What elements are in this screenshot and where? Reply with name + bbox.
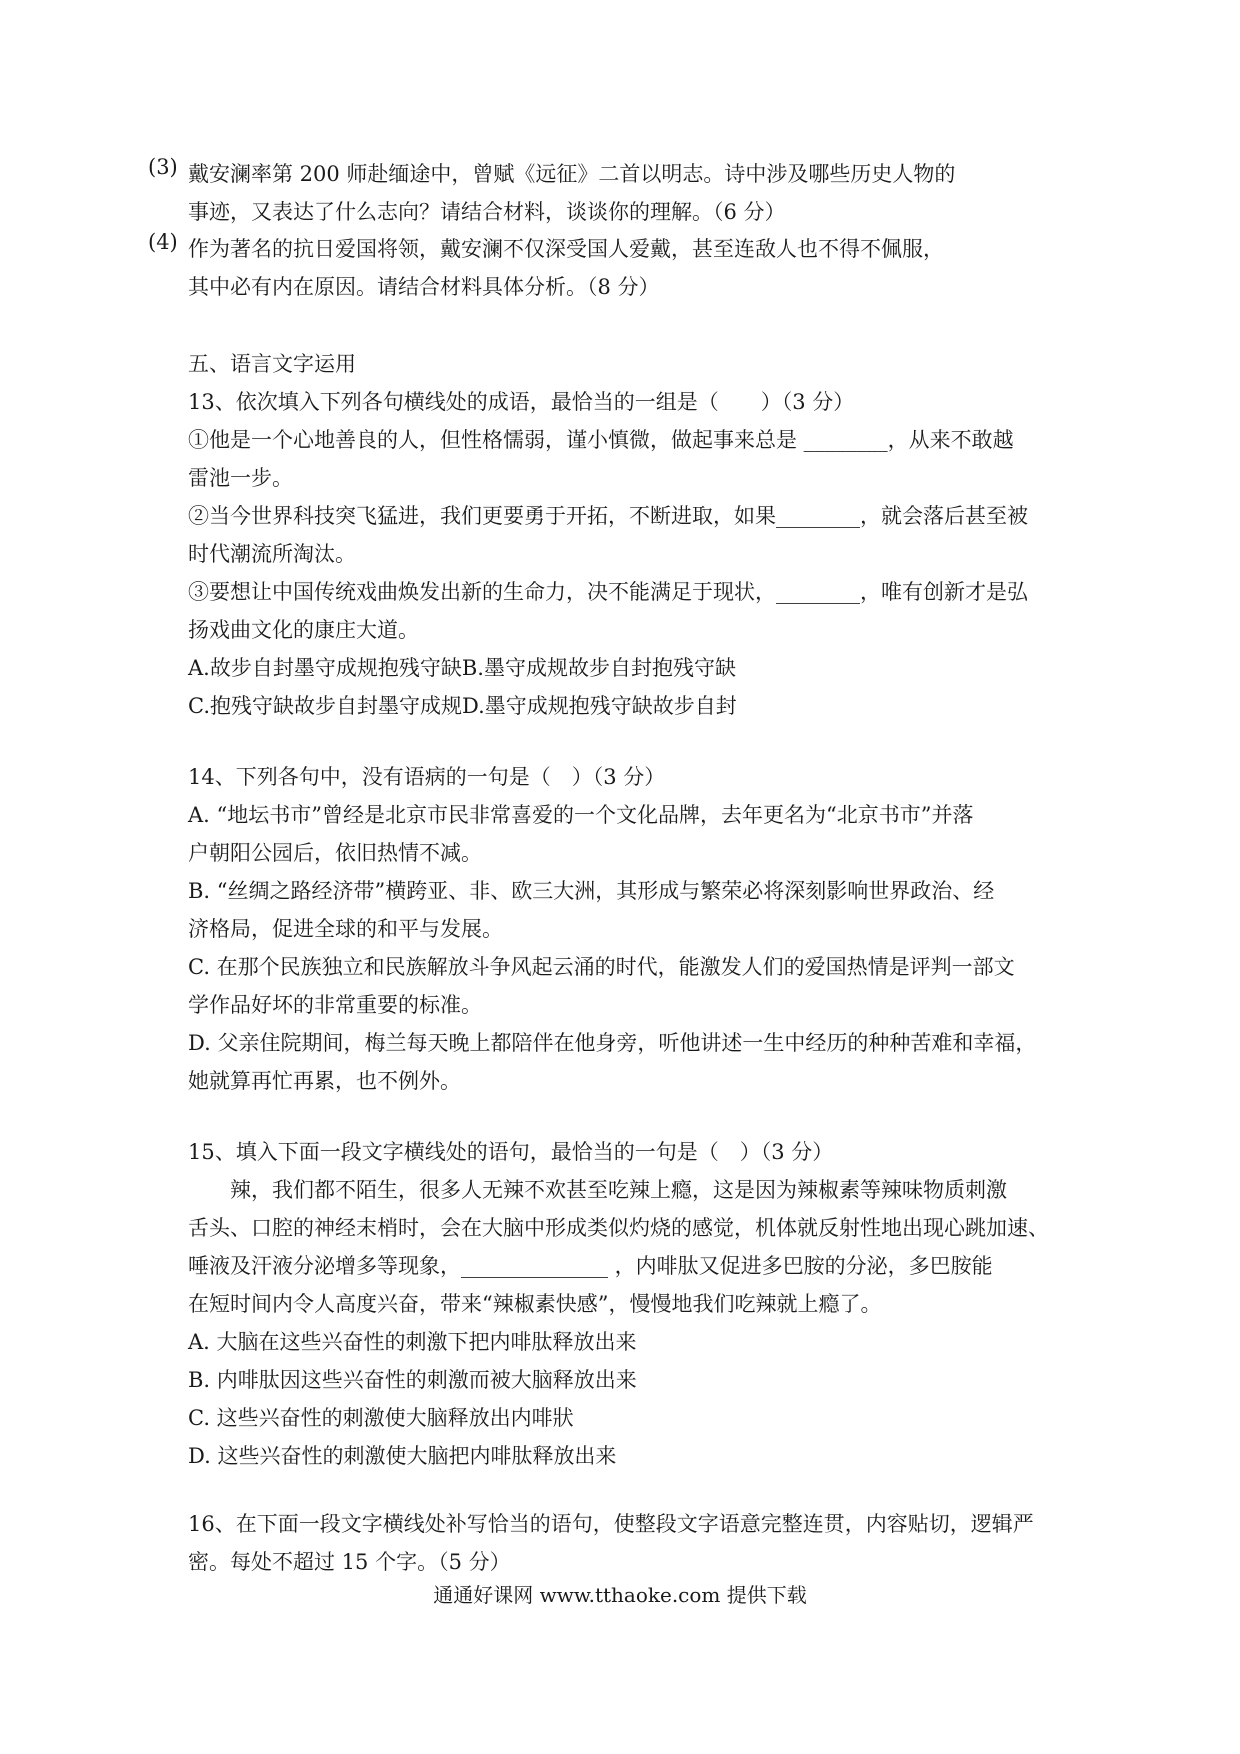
q13-options-row-1 (188, 649, 1068, 687)
q15-passage-line-2: 舌头、口腔的神经末梢时，会在大脑中形成类似灼烧的感觉，机体就反射性地出现心跳加速、 (188, 1216, 1049, 1240)
q14-option-d-line-1: D. 父亲住院期间，梅兰每天晚上都陪伴在他身旁，听他讲述一生中经历的种种苦难和幸福， (188, 1031, 1037, 1055)
q13-option-d-word-1: 墨守成规 (484, 694, 569, 718)
q13-option-c-word-3: 墨守成规 (378, 694, 462, 718)
q13-sentence-3a: ③要想让中国传统戏曲焕发出新的生命力，决不能满足于现状，________，唯有创新才是弘 (188, 580, 1028, 604)
q13-option-a-word-2: 墨守成规 (293, 656, 378, 680)
q15-passage-line-3: 唾液及汗液分泌增多等现象，______________ ，内啡肽又促进多巴胺的分泌，多巴胺能 (188, 1254, 993, 1278)
q16-line-2: 密。每处不超过 15 个字。（5 分） (188, 1550, 511, 1574)
q14-option-c-line-2: 学作品好坏的非常重要的标准。 (188, 993, 482, 1017)
q13-option-d-label: D. (462, 694, 485, 718)
q15-option-b: B. 内啡肽因这些兴奋性的刺激而被大脑释放出来 (188, 1368, 637, 1392)
q14-option-b-line-2: 济格局，促进全球的和平与发展。 (188, 917, 503, 941)
q15-passage-line-1: 辣，我们都不陌生，很多人无辣不欢甚至吃辣上瘾，这是因为辣椒素等辣味物质刺激 (188, 1178, 1007, 1202)
q16-line-1: 16、在下面一段文字横线处补写恰当的语句，使整段文字语意完整连贯，内容贴切，逻辑严 (188, 1512, 1034, 1536)
q13-option-c-word-1: 抱残守缺 (210, 694, 294, 718)
q13-option-c-label: C. (188, 694, 210, 718)
q13-sentence-1b: 雷池一步。 (188, 466, 293, 490)
q15-option-d: D. 这些兴奋性的刺激使大脑把内啡肽释放出来 (188, 1444, 617, 1468)
question-number-3 (148, 155, 178, 179)
question-3 (188, 155, 1068, 231)
q13-sentence-2a: ②当今世界科技突飞猛进，我们更要勇于开拓，不断进取，如果________，就会落后甚至被 (188, 504, 1028, 528)
q13-option-d-word-3: 故步自封 (652, 694, 737, 718)
q4-num-text: (4) (148, 230, 178, 254)
page-footer: 通通好课网 www.tthaoke.com 提供下载 (433, 1583, 807, 1607)
section-5-heading (188, 345, 1068, 383)
q13-sentence-2b: 时代潮流所淘汰。 (188, 542, 356, 566)
q13-option-b-word-2: 故步自封 (567, 656, 652, 680)
q14-option-b-line-1: B. “丝绸之路经济带”横跨亚、非、欧三大洲，其形成与繁荣必将深刻影响世界政治、经 (188, 879, 995, 903)
q15-option-a: A. 大脑在这些兴奋性的刺激下把内啡肽释放出来 (188, 1330, 637, 1354)
question-15 (188, 1133, 1068, 1475)
q13-option-a-word-1: 故步自封 (209, 656, 294, 680)
q3-line-1: 戴安澜率第 200 师赴缅途中，曾赋《远征》二首以明志。诗中涉及哪些历史人物的 (188, 162, 956, 186)
question-13 (188, 383, 1068, 725)
q13-option-a-word-3: 抱残守缺 (377, 656, 462, 680)
q13-option-d-word-2: 抱残守缺 (568, 694, 653, 718)
q14-option-c-line-1: C. 在那个民族独立和民族解放斗争风起云涌的时代，能激发人们的爱国热情是评判一部文 (188, 955, 1015, 979)
q15-stem: 15、填入下面一段文字横线处的语句，最恰当的一句是（ ）（3 分） (188, 1140, 834, 1164)
q13-sentence-3b: 扬戏曲文化的康庄大道。 (188, 618, 419, 642)
question-4 (188, 230, 1068, 306)
q15-option-c: C. 这些兴奋性的刺激使大脑释放出内啡狀 (188, 1406, 574, 1430)
q3-num-text: (3) (148, 155, 178, 179)
q4-line-2: 其中必有内在原因。请结合材料具体分析。（8 分） (188, 275, 660, 299)
q15-passage-line-4: 在短时间内令人高度兴奋，带来“辣椒素快感”，慢慢地我们吃辣就上瘾了。 (188, 1292, 882, 1316)
q13-options-row-2 (188, 687, 1068, 725)
q3-line-2: 事迹，又表达了什么志向？请结合材料，谈谈你的理解。（6 分） (188, 200, 786, 224)
question-16 (188, 1505, 1068, 1581)
q13-option-c-word-2: 故步自封 (294, 694, 378, 718)
q14-option-d-line-2: 她就算再忙再累，也不例外。 (188, 1069, 461, 1093)
q13-option-b-label: B. (461, 656, 484, 680)
q4-line-1: 作为著名的抗日爱国将领，戴安澜不仅深受国人爱戴，甚至连敌人也不得不佩服， (188, 237, 944, 261)
q13-option-b-word-3: 抱残守缺 (651, 656, 736, 680)
q14-option-a-line-2: 户朝阳公园后，依旧热情不减。 (188, 841, 482, 865)
q14-stem: 14、下列各句中，没有语病的一句是（ ）（3 分） (188, 765, 666, 789)
q13-option-b-word-1: 墨守成规 (483, 656, 568, 680)
section-5-title: 五、语言文字运用 (188, 352, 356, 376)
q13-sentence-1a: ①他是一个心地善良的人，但性格懦弱，谨小慎微，做起事来总是 ________，从来不敢越 (188, 428, 1014, 452)
q13-stem: 13、依次填入下列各句横线处的成语，最恰当的一组是（ ）（3 分） (188, 390, 855, 414)
question-14 (188, 758, 1068, 1100)
q13-option-a-label: A. (188, 656, 210, 680)
q14-option-a-line-1: A. “地坛书市”曾经是北京市民非常喜爱的一个文化品牌，去年更名为“北京书市”并落 (188, 803, 974, 827)
question-number-4 (148, 230, 178, 254)
